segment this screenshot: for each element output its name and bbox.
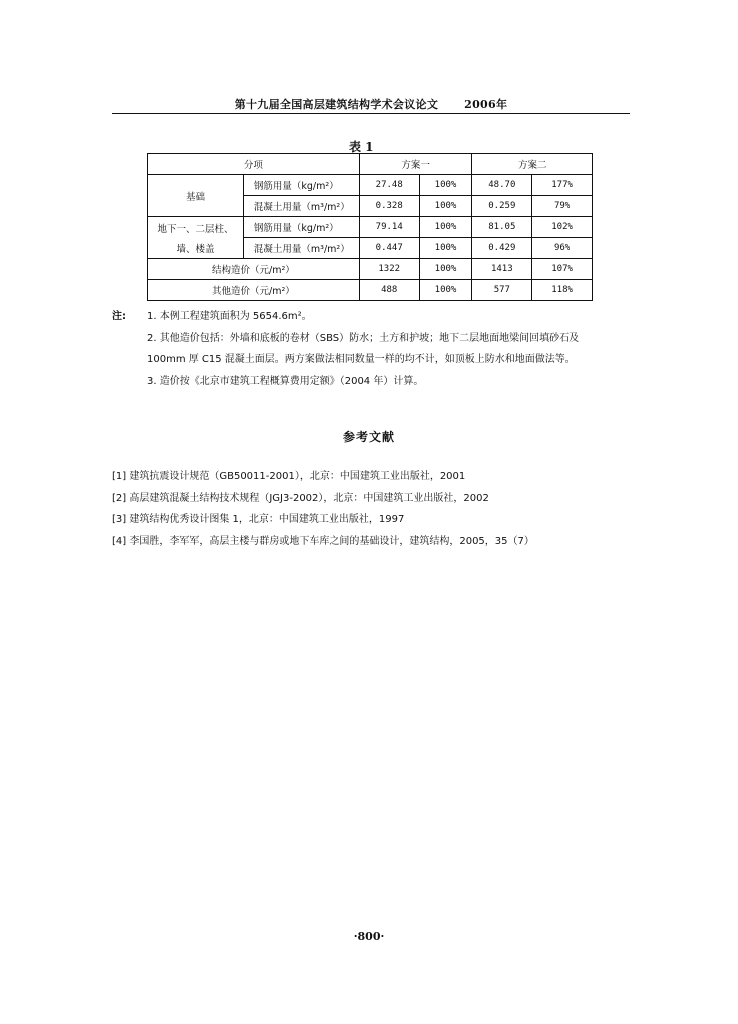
group-underground xyxy=(148,217,244,259)
note-item: 3. 造价按《北京市建筑工程概算费用定额》（2004 年）计算。 xyxy=(147,375,424,387)
references-list xyxy=(112,466,672,552)
header-scheme2: 方案二 xyxy=(472,154,593,175)
cell-percent: 100% xyxy=(419,217,472,238)
cell-value: 81.05 xyxy=(472,217,532,238)
group-underground-line2: 墙、楼盖 xyxy=(176,243,215,255)
cell-percent: 96% xyxy=(532,238,593,259)
table-header-row xyxy=(148,154,593,175)
cell-percent: 100% xyxy=(419,259,472,280)
cell-value: 79.14 xyxy=(359,217,419,238)
row-label: 结构造价（元/m²） xyxy=(148,259,360,280)
page-number: ·800· xyxy=(353,930,385,943)
row-label: 钢筋用量（kg/m²） xyxy=(243,175,359,196)
table-row xyxy=(148,217,593,238)
table-row xyxy=(148,175,593,196)
table-row xyxy=(148,280,593,301)
cell-value: 1322 xyxy=(359,259,419,280)
cell-value: 0.328 xyxy=(359,196,419,217)
table-caption: 表 1 xyxy=(349,140,374,154)
table-row xyxy=(148,259,593,280)
table-notes xyxy=(112,306,652,392)
references-heading: 参考文献 xyxy=(342,430,395,444)
reference-item: [1] 建筑抗震设计规范（GB50011-2001），北京：中国建筑工业出版社，2001 xyxy=(112,471,466,482)
header-rule xyxy=(112,113,630,114)
row-label: 钢筋用量（kg/m²） xyxy=(243,217,359,238)
note-item: 1. 本例工程建筑面积为 5654.6m²。 xyxy=(147,311,312,322)
group-foundation: 基础 xyxy=(148,175,244,217)
reference-item: [3] 建筑结构优秀设计图集 1，北京：中国建筑工业出版社，1997 xyxy=(112,514,405,525)
cell-percent: 100% xyxy=(419,196,472,217)
row-label: 混凝土用量（m³/m²） xyxy=(243,238,359,259)
cell-percent: 177% xyxy=(532,175,593,196)
cell-percent: 100% xyxy=(419,238,472,259)
cell-value: 577 xyxy=(472,280,532,301)
header-item: 分项 xyxy=(148,154,360,175)
cell-value: 0.259 xyxy=(472,196,532,217)
reference-item: [2] 高层建筑混凝土结构技术规程（JGJ3-2002），北京：中国建筑工业出版社，2002 xyxy=(112,492,489,504)
cell-value: 1413 xyxy=(472,259,532,280)
reference-item: [4] 李国胜，李军军，高层主楼与群房或地下车库之间的基础设计，建筑结构，2005，35（7） xyxy=(112,535,534,547)
cost-comparison-table xyxy=(147,153,593,301)
cell-percent: 100% xyxy=(419,175,472,196)
note-item: 2. 其他造价包括：外墙和底板的卷材（SBS）防水；土方和护坡；地下二层地面地梁间回填砂石及 xyxy=(147,332,580,344)
header-title: 第十九届全国高层建筑结构学术会议论文 xyxy=(234,98,439,111)
cell-value: 27.48 xyxy=(359,175,419,196)
notes-label: 注: xyxy=(112,311,126,322)
cell-percent: 107% xyxy=(532,259,593,280)
cell-percent: 100% xyxy=(419,280,472,301)
header-scheme1: 方案一 xyxy=(359,154,472,175)
cell-value: 48.70 xyxy=(472,175,532,196)
cell-value: 488 xyxy=(359,280,419,301)
group-underground-line1: 地下一、二层柱、 xyxy=(157,223,234,235)
note-item: 100mm 厚 C15 混凝土面层。两方案做法相同数量一样的均不计，如顶板上防水和地面做法等。 xyxy=(147,354,575,365)
cell-percent: 102% xyxy=(532,217,593,238)
cell-value: 0.447 xyxy=(359,238,419,259)
header-year: 2006年 xyxy=(464,98,508,111)
row-label: 混凝土用量（m³/m²） xyxy=(243,196,359,217)
cell-percent: 79% xyxy=(532,196,593,217)
cell-value: 0.429 xyxy=(472,238,532,259)
cell-percent: 118% xyxy=(532,280,593,301)
row-label: 其他造价（元/m²） xyxy=(148,280,360,301)
